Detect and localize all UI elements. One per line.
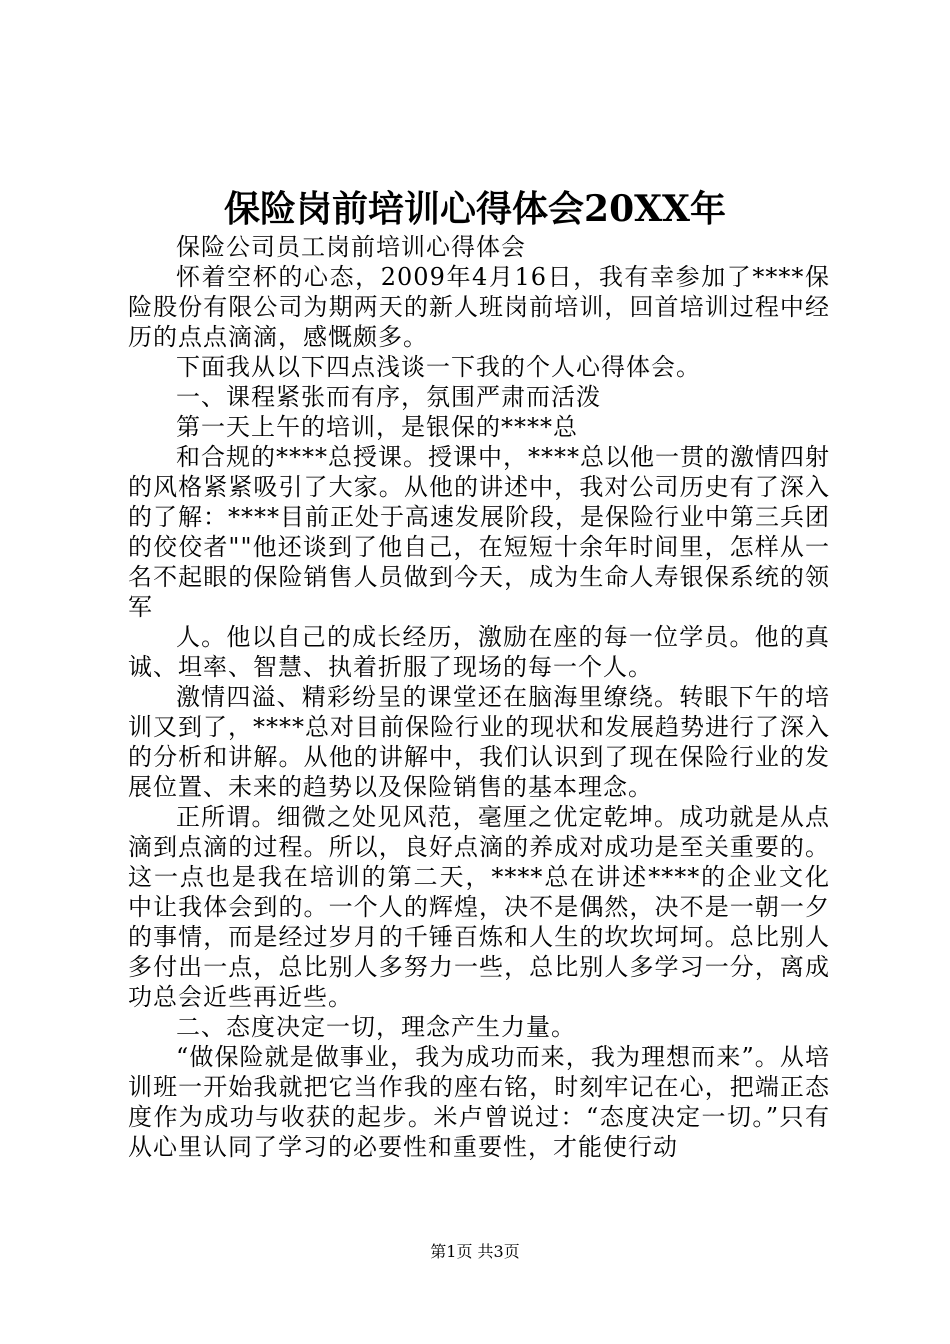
document-body (128, 232, 830, 1162)
paragraph: 下面我从以下四点浅谈一下我的个人心得体会。 (176, 353, 701, 381)
paragraph: 人。他以自己的成长经历，激励在座的每一位学员。他的真诚、坦率、智慧、执着折服了现场的每一个人。 (128, 623, 830, 681)
paragraph: 和合规的****总授课。授课中，****总以他一贯的激情四射的风格紧紧吸引了大家。从他的讲述中，我对公司历史有了深入的了解：****目前正处于高速发展阶段，是保险行业中第三兵团的佼佼者""他还谈到了他自己，在短短十余年时间里，怎样从一名不起眼的保险销售人员做到今天，成为生命人寿银保系统的领军 (128, 443, 830, 621)
paragraph: “做保险就是做事业，我为成功而来，我为理想而来”。从培训班一开始我就把它当作我的座右铭，时刻牢记在心，把端正态度作为成功与收获的起步。米卢曾说过：“态度决定一切。”只有从心里认同了学习的必要性和重要性，才能使行动 (128, 1043, 830, 1161)
paragraph: 保险公司员工岗前培训心得体会 (176, 233, 526, 261)
page-footer: 第1页 共3页 (430, 1242, 520, 1261)
paragraph: 正所谓。细微之处见风范，毫厘之优定乾坤。成功就是从点滴到点滴的过程。所以，良好点滴的养成对成功是至关重要的。这一点也是我在培训的第二天，****总在讲述****的企业文化中让我体会到的。一个人的辉煌，决不是偶然，决不是一朝一夕的事情，而是经过岁月的千锤百炼和人生的坎坎坷坷。总比别人多付出一点，总比别人多努力一些，总比别人多学习一分，离成功总会近些再近些。 (128, 803, 830, 1011)
section-heading: 二、态度决定一切，理念产生力量。 (176, 1013, 576, 1041)
paragraph: 激情四溢、精彩纷呈的课堂还在脑海里缭绕。转眼下午的培训又到了，****总对目前保险行业的现状和发展趋势进行了深入的分析和讲解。从他的讲解中，我们认识到了现在保险行业的发展位置、未来的趋势以及保险销售的基本理念。 (128, 683, 830, 801)
paragraph: 怀着空杯的心态，2009年4月16日，我有幸参加了****保险股份有限公司为期两天的新人班岗前培训，回首培训过程中经历的点点滴滴，感慨颇多。 (128, 263, 830, 351)
document-title: 保险岗前培训心得体会20XX年 (224, 188, 726, 230)
paragraph: 第一天上午的培训，是银保的****总 (176, 413, 578, 441)
section-heading: 一、课程紧张而有序，氛围严肃而活泼 (176, 383, 601, 411)
